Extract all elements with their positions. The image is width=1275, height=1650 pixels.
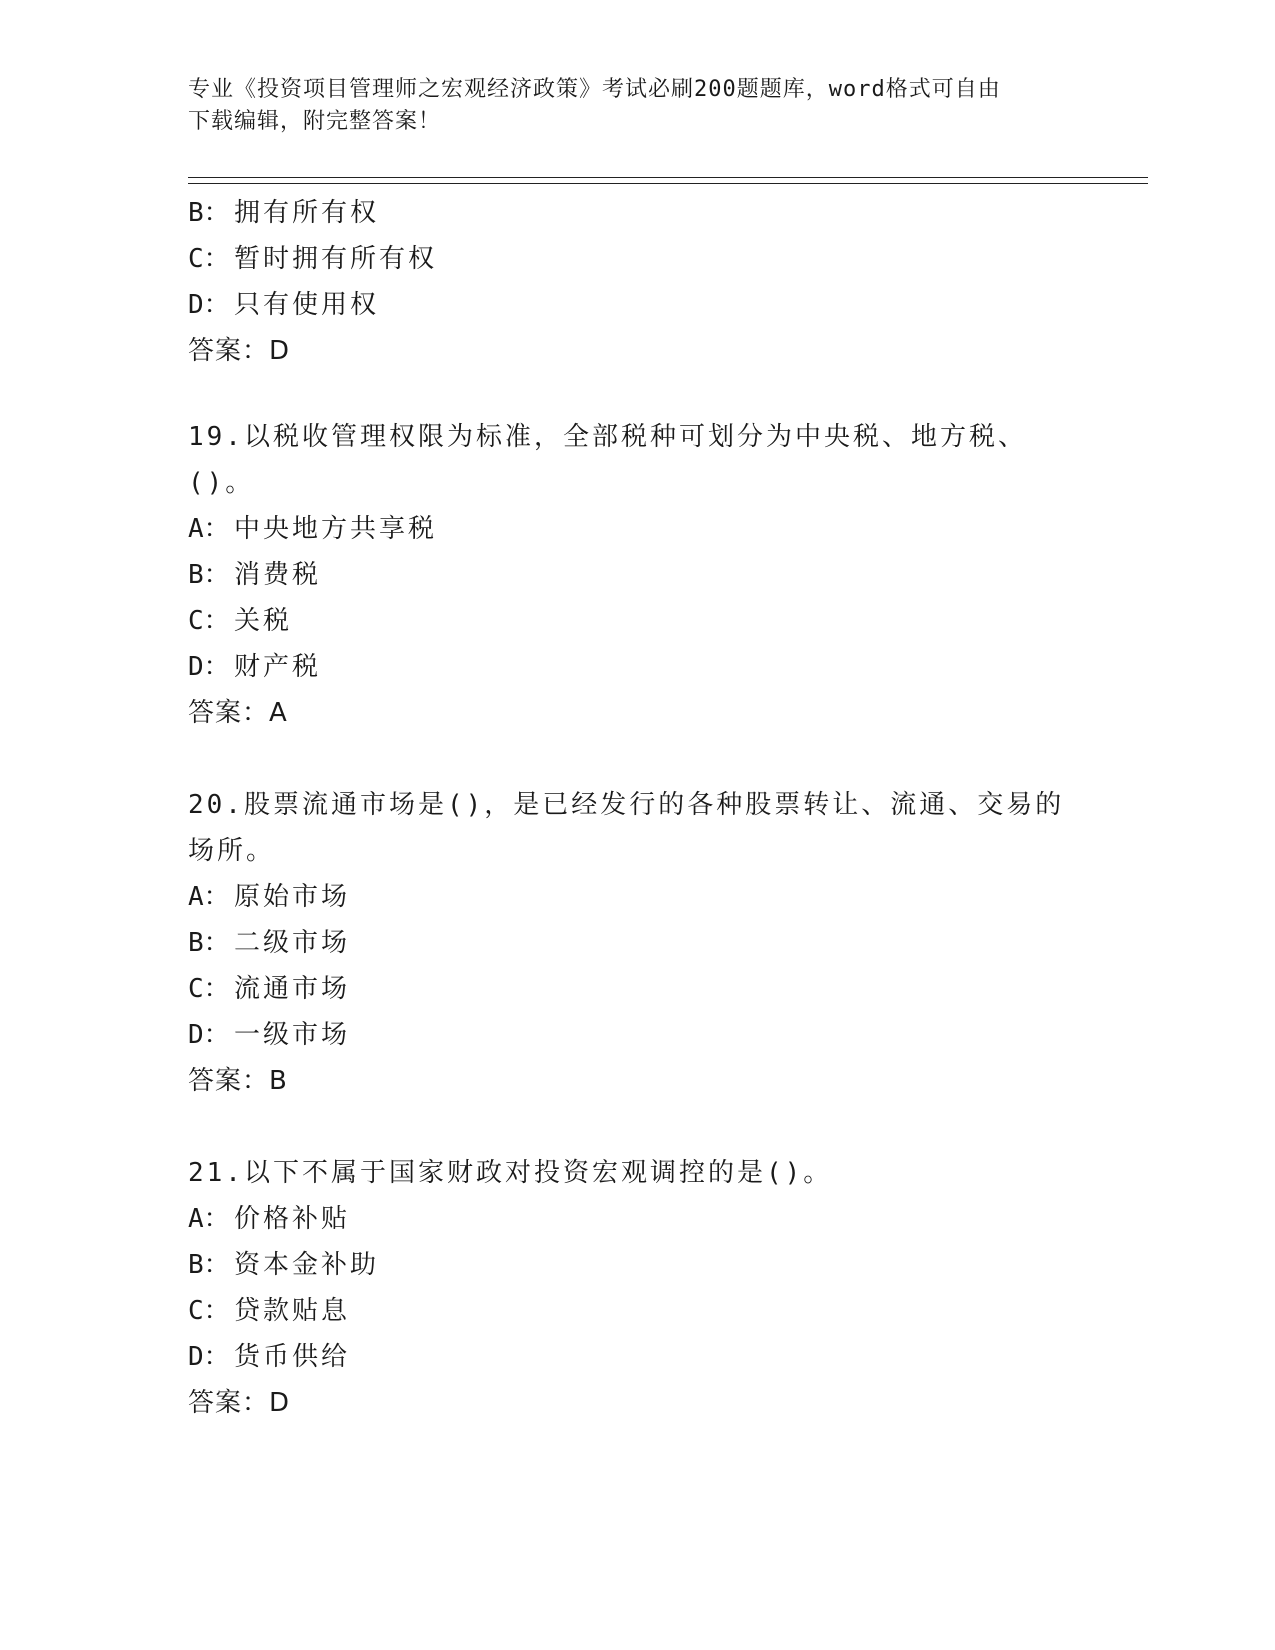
option-c: C： 贷款贴息 (188, 1296, 351, 1326)
answer-line: 答案：D (188, 1388, 291, 1418)
option-c: C： 关税 (188, 606, 293, 636)
header-line-2: 下载编辑，附完整答案！ (188, 109, 442, 134)
option-a: A： 中央地方共享税 (188, 514, 438, 544)
question-20 (188, 782, 1088, 1104)
option-b: B： 拥有所有权 (188, 198, 380, 228)
document-header (188, 74, 1088, 138)
option-d: D： 只有使用权 (188, 290, 380, 320)
option-c: C： 流通市场 (188, 974, 351, 1004)
answer-line: 答案：B (188, 1066, 288, 1096)
question-stem: 21.以下不属于国家财政对投资宏观调控的是()。 (188, 1158, 833, 1188)
header-line-1: 专业《投资项目管理师之宏观经济政策》考试必刷200题题库，word格式可自由 (188, 77, 1001, 102)
question-stem: 20.股票流通市场是()，是已经发行的各种股票转让、流通、交易的场所。 (188, 790, 1065, 866)
header-divider (188, 177, 1148, 184)
answer-line: 答案：D (188, 336, 291, 366)
question-19 (188, 414, 1088, 736)
option-d: D： 一级市场 (188, 1020, 351, 1050)
option-c: C： 暂时拥有所有权 (188, 244, 438, 274)
answer-line: 答案：A (188, 698, 288, 728)
option-a: A： 价格补贴 (188, 1204, 351, 1234)
question-21 (188, 1150, 1088, 1426)
question-content (188, 190, 1088, 1426)
option-b: B： 二级市场 (188, 928, 351, 958)
option-b: B： 资本金补助 (188, 1250, 380, 1280)
question-stem: 19.以税收管理权限为标准，全部税种可划分为中央税、地方税、()。 (188, 422, 1027, 498)
option-d: D： 财产税 (188, 652, 322, 682)
option-a: A： 原始市场 (188, 882, 351, 912)
option-d: D： 货币供给 (188, 1342, 351, 1372)
option-b: B： 消费税 (188, 560, 322, 590)
question-18-tail (188, 190, 1088, 374)
